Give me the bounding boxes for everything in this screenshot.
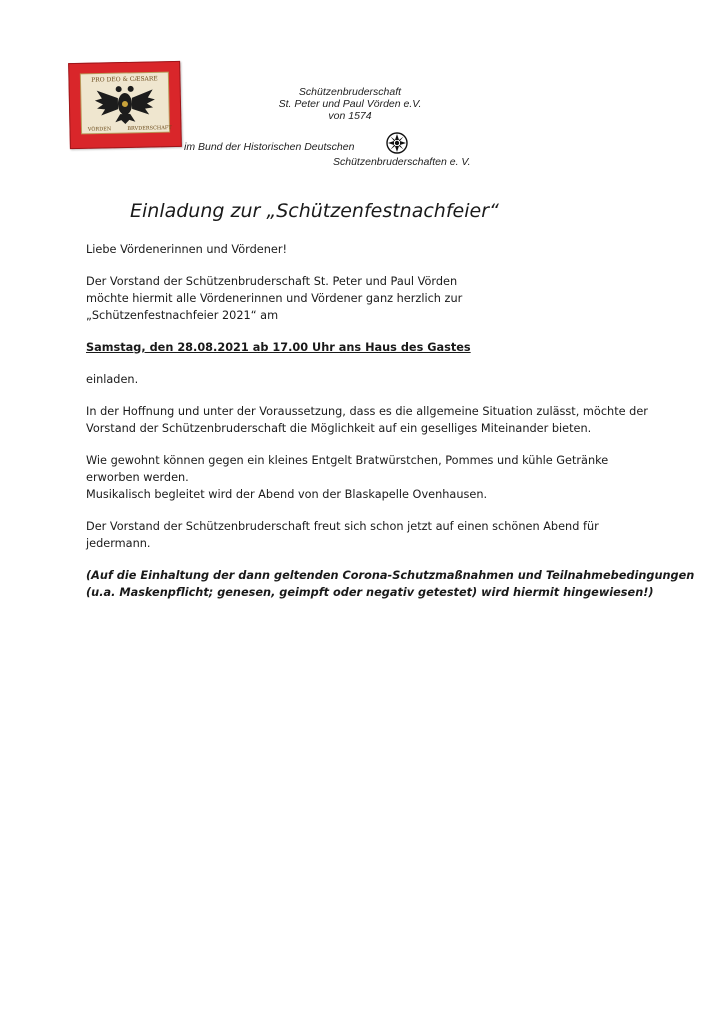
hope-line: Vorstand der Schützenbruderschaft die Möglichkeit auf ein geselliges Miteinander bieten. (86, 422, 592, 435)
music-line: Musikalisch begleitet wird der Abend von der Blaskapelle Ovenhausen. (86, 488, 488, 501)
hope-line: In der Hoffnung und unter der Voraussetzung, dass es die allgemeine Situation zulässt, möchte der (86, 405, 648, 418)
federation-name-line2: Schützenbruderschaften e. V. (333, 156, 471, 168)
federation-emblem-icon (386, 132, 408, 154)
event-date-line: Samstag, den 28.08.2021 ab 17.00 Uhr ans Haus des Gastes (86, 341, 471, 354)
intro-line: „Schützenfestnachfeier 2021“ am (86, 309, 279, 322)
corona-notice-line: (Auf die Einhaltung der dann geltenden Corona-Schutzmaßnahmen und Teilnahmebedingungen (86, 569, 695, 582)
corona-notice-line: (u.a. Maskenpflicht; genesen, geimpft oder negativ getestet) wird hiermit hingewiesen!) (86, 586, 654, 599)
intro-line: möchte hiermit alle Vördenerinnen und Vördener ganz herzlich zur (86, 292, 463, 305)
document-title: Einladung zur „Schützenfestnachfeier“ (130, 200, 499, 222)
catering-line: erworben werden. (86, 471, 189, 484)
org-name-line1: Schützenbruderschaft (298, 86, 402, 98)
einladen-line: einladen. (86, 373, 139, 386)
closing-line: jedermann. (86, 537, 151, 550)
banner-motto-right: BRVDERSCHAFT (127, 125, 172, 132)
closing-paragraph (86, 518, 646, 552)
banner-motto-left: VÖRDEN (87, 126, 112, 133)
corona-notice (86, 567, 695, 601)
catering-line: Wie gewohnt können gegen ein kleines Entgelt Bratwürstchen, Pommes und kühle Getränke (86, 454, 609, 467)
federation-name-line1: im Bund der Historischen Deutschen (184, 141, 355, 153)
catering-paragraph (86, 452, 646, 503)
intro-paragraph (86, 273, 646, 324)
greeting: Liebe Vördenerinnen und Vördener! (86, 243, 288, 256)
hope-paragraph (86, 403, 646, 437)
banner-motto-top: PRO DEO & CÆSARE (91, 75, 158, 84)
organization-name (250, 86, 450, 122)
org-name-line3: von 1574 (328, 110, 372, 122)
intro-line: Der Vorstand der Schützenbruderschaft St. Peter und Paul Vörden (86, 275, 458, 288)
closing-line: Der Vorstand der Schützenbruderschaft freut sich schon jetzt auf einen schönen Abend für (86, 520, 599, 533)
org-name-line2: St. Peter und Paul Vörden e.V. (278, 98, 422, 110)
brotherhood-banner-logo (68, 61, 182, 149)
